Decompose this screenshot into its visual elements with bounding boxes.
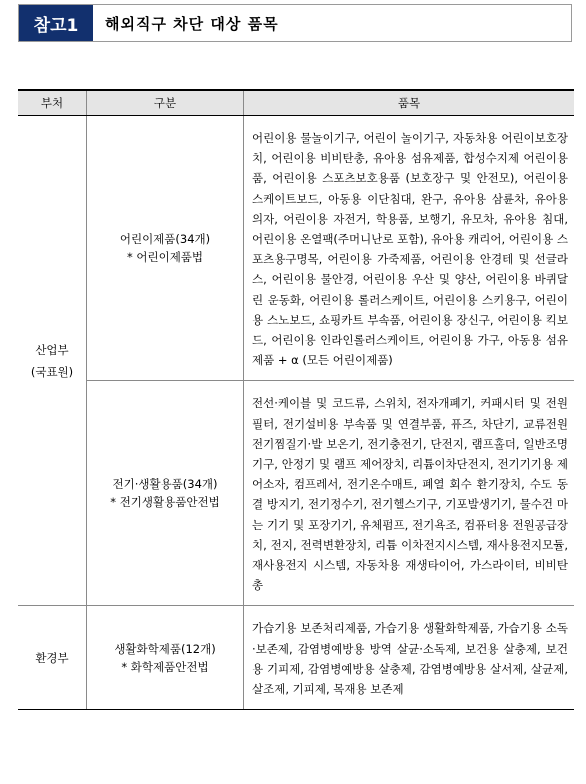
items-cell: 어린이용 물놀이기구, 어린이 놀이기구, 자동차용 어린이보호장치, 어린이용 비비탄총, 유아용 섬유제품, 합성수지제 어린이용품, 어린이용 스포츠보호용품 (보호장구 및 안전모), 어린이용 스케이트보드, 아동용 이단침대, 완구, 유아용 삼륜차, 유아용 의자, 어린이용 자전거, 학용품, 보행기, 유모차, 유아용 침대, 어린이용 온열팩(주머니난로 포함), 유아용 캐리어, 어린이용 스포츠용구명목, 어린이용 가죽제품, 어린이용 안경테 및 선글라스, 어린이용 물안경, 어린이용 우산 및 양산, 어린이용 바퀴달린 운동화, 어린이용 롤러스케이트, 어린이용 스키용구, 어린이용 스노보드, 쇼핑카트 부속품, 어린이용 장신구, 어린이용 킥보드, 어린이용 인라인롤러스케이트, 어린이용 가구, 아동용 섬유제품 + α (모든 어린이제품) (244, 116, 575, 381)
category-name: 생활화학제품(12개) (114, 641, 216, 656)
column-header-dept: 부처 (18, 90, 87, 116)
items-cell: 전선·케이블 및 코드류, 스위치, 전자개폐기, 커패시터 및 전원필터, 전기설비용 부속품 및 연결부품, 퓨즈, 차단기, 교류전원 전기찜질기·발 보온기, 전기충전기, 단전지, 램프홀더, 일반조명기구, 안정기 및 램프 제어장치, 리튬이차단전지, 전기기기용 제어소자, 컴프레서, 전기온수매트, 폐열 회수 환기장치, 수도 동결 방지기, 전기정수기, 전기헬스기구, 기포발생기기, 물수건 마는 기기 및 포장기기, 유체펌프, 전기욕조, 컴퓨터용 전원공급장치, 전지, 전력변환장치, 리튬 이차전지시스템, 재사용전지모듈, 재사용전지 시스템, 자동차용 재생타이어, 가스라이터, 비비탄총 (244, 381, 575, 606)
items-cell: 가습기용 보존처리제품, 가습기용 생활화학제품, 가습기용 소독·보존제, 감염병예방용 방역 살균·소독제, 보건용 살충제, 보건용 기피제, 감염병예방용 살충제, 감염병예방용 살서제, 살균제, 살조제, 기피제, 목재용 보존제 (244, 606, 575, 710)
blocked-items-table (18, 89, 574, 710)
dept-cell (18, 116, 87, 606)
dept-name: 환경부 (35, 650, 69, 665)
category-name: 전기·생활용품(34개) (112, 477, 218, 492)
category-cell (87, 381, 244, 606)
column-header-category: 구분 (87, 90, 244, 116)
category-cell (87, 606, 244, 710)
section-header (18, 4, 572, 42)
column-header-items: 품목 (244, 90, 575, 116)
reference-tag: 참고1 (19, 5, 93, 41)
dept-cell (18, 606, 87, 710)
dept-agency: (국표원) (30, 364, 74, 379)
table-row (18, 381, 574, 606)
category-law: * 어린이제품법 (126, 250, 204, 265)
category-law: * 화학제품안전법 (121, 659, 209, 674)
table-row (18, 606, 574, 710)
dept-name: 산업부 (35, 342, 69, 357)
section-title: 해외직구 차단 대상 품목 (105, 14, 279, 33)
table-row (18, 116, 574, 381)
table-header-row (18, 90, 574, 116)
category-name: 어린이제품(34개) (119, 232, 211, 247)
category-cell (87, 116, 244, 381)
category-law: * 전기생활용품안전법 (110, 495, 220, 510)
